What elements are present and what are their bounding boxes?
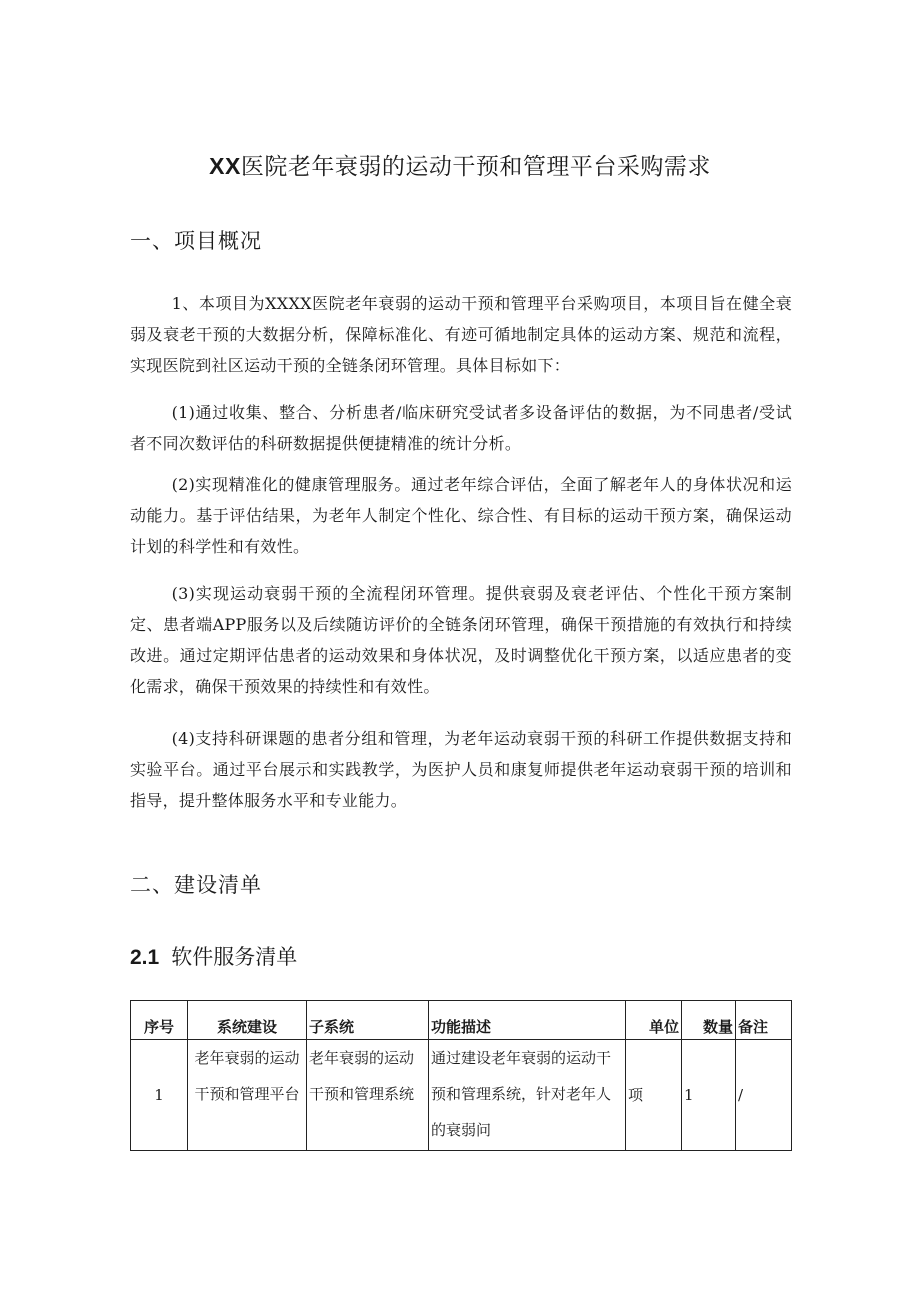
header-note: 备注 (736, 1001, 792, 1040)
software-service-table (130, 1000, 792, 1151)
header-description: 功能描述 (429, 1001, 626, 1040)
paragraph-intro: 1、本项目为XXXX医院老年衰弱的运动干预和管理平台采购项目，本项目旨在健全衰弱及衰老干预的大数据分析，保障标准化、有迹可循地制定具体的运动方案、规范和流程，实现医院到社区运动干预的全链条闭环管理。具体目标如下： (130, 294, 792, 375)
table-header-row (131, 1001, 792, 1040)
paragraph-goal-4: (4)支持科研课题的患者分组和管理，为老年运动衰弱干预的科研工作提供数据支持和实验平台。通过平台展示和实践教学，为医护人员和康复师提供老年运动衰弱干预的培训和指导，提升整体服务水平和专业能力。 (130, 729, 792, 810)
table-row (131, 1040, 792, 1151)
paragraph-goal-1: (1)通过收集、整合、分析患者/临床研究受试者多设备评估的数据，为不同患者/受试者不同次数评估的科研数据提供便捷精准的统计分析。 (130, 403, 792, 453)
paragraph-goal-2: (2)实现精准化的健康管理服务。通过老年综合评估，全面了解老年人的身体状况和运动能力。基于评估结果，为老年人制定个性化、综合性、有目标的运动干预方案，确保运动计划的科学性和有效性。 (130, 475, 792, 556)
document-title (0, 148, 920, 181)
subsection-title: 软件服务清单 (171, 945, 298, 969)
section-heading-overview: 一、项目概况 (130, 229, 262, 253)
cell-subsystem: 老年衰弱的运动干预和管理系统 (307, 1040, 429, 1151)
header-quantity: 数量 (682, 1001, 736, 1040)
subsection-number: 2.1 (130, 946, 160, 969)
cell-description: 通过建设老年衰弱的运动干预和管理系统，针对老年人的衰弱问 (429, 1040, 626, 1151)
section-heading-build-list: 二、建设清单 (130, 873, 262, 897)
cell-system: 老年衰弱的运动干预和管理平台 (188, 1040, 307, 1151)
cell-note: / (736, 1040, 792, 1151)
header-system: 系统建设 (188, 1001, 307, 1040)
paragraph-goal-3: (3)实现运动衰弱干预的全流程闭环管理。提供衰弱及衰老评估、个性化干预方案制定、患者端APP服务以及后续随访评价的全链条闭环管理，确保干预措施的有效执行和持续改进。通过定期评估患者的运动效果和身体状况，及时调整优化干预方案，以适应患者的变化需求，确保干预效果的持续性和有效性。 (130, 584, 792, 696)
cell-quantity: 1 (682, 1040, 736, 1151)
header-index: 序号 (131, 1001, 188, 1040)
title-prefix: XX (209, 153, 241, 179)
cell-index: 1 (131, 1040, 188, 1151)
header-unit: 单位 (626, 1001, 682, 1040)
header-subsystem: 子系统 (307, 1001, 429, 1040)
cell-unit: 项 (626, 1040, 682, 1151)
subsection-heading (130, 941, 297, 971)
title-text: 医院老年衰弱的运动干预和管理平台采购需求 (240, 154, 711, 180)
